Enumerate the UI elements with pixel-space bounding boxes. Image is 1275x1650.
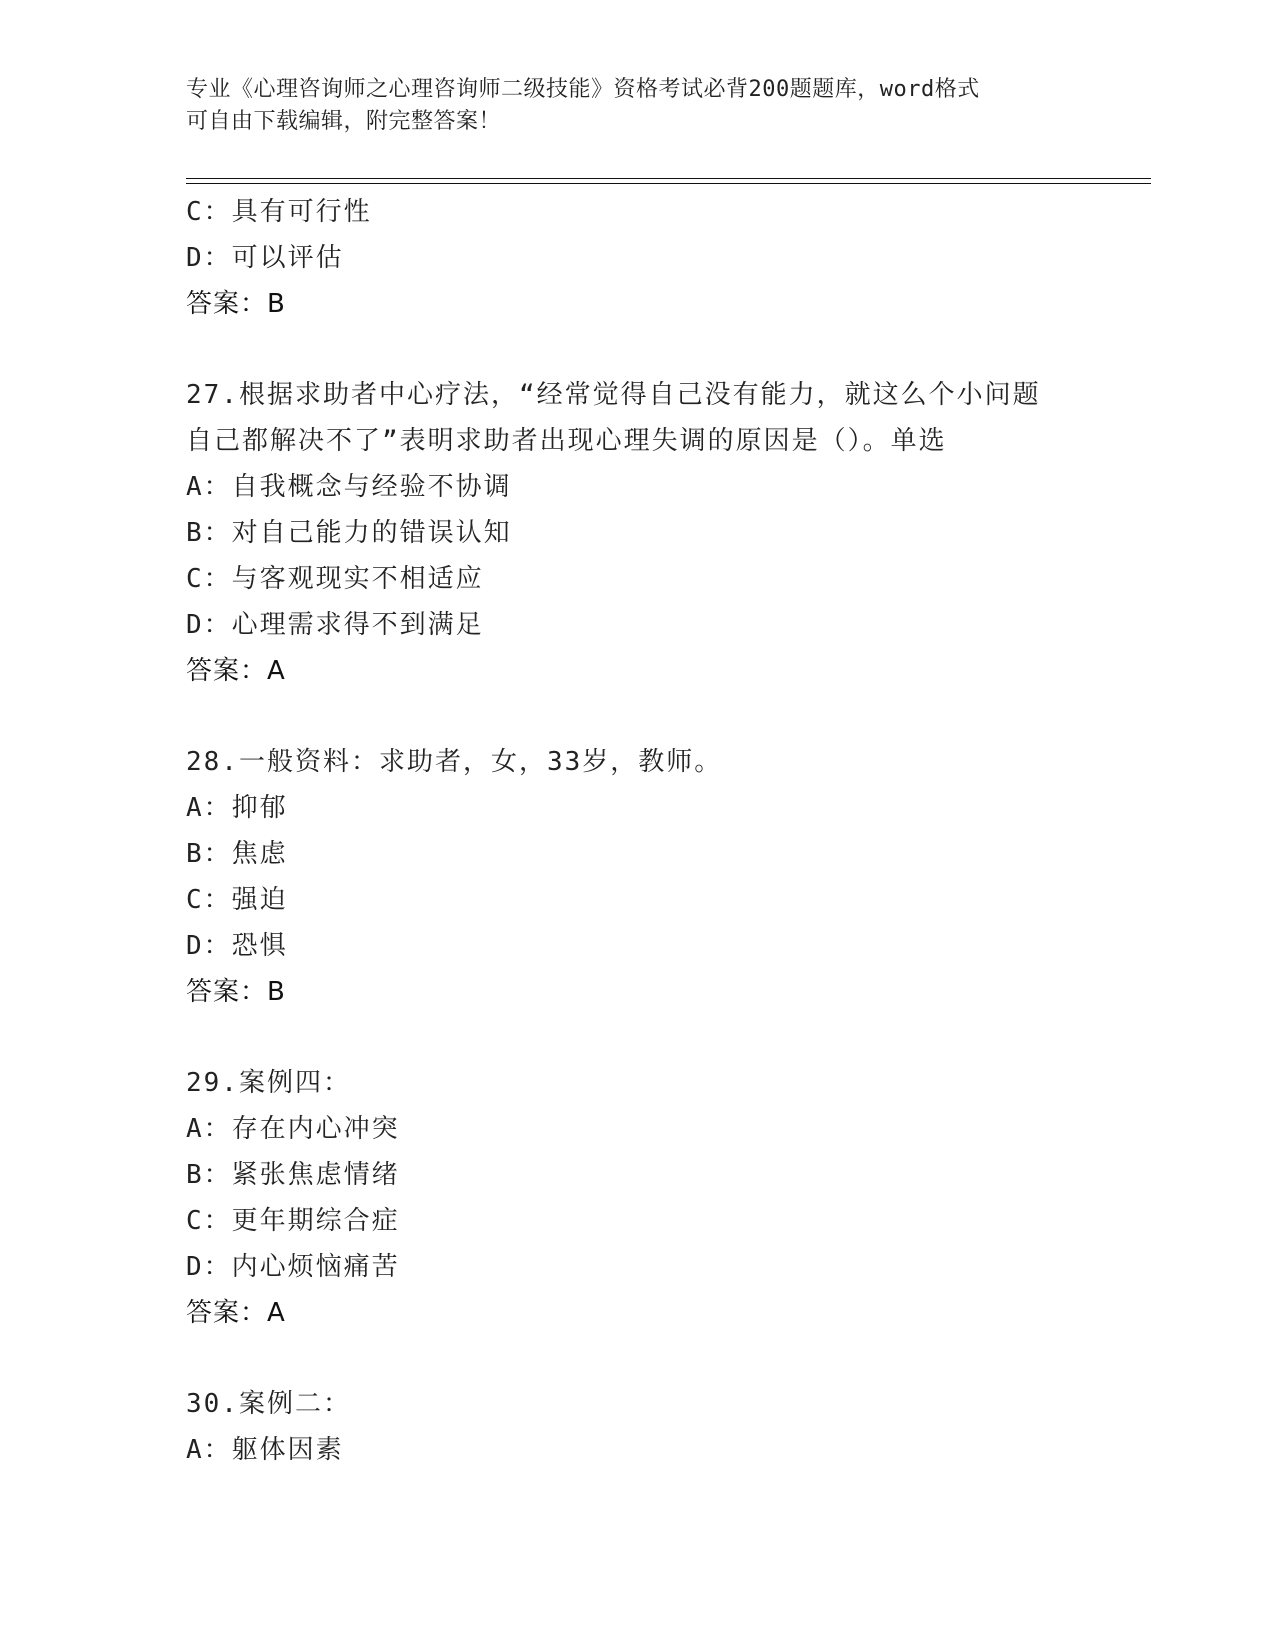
option-b	[186, 1152, 1146, 1198]
header-divider-top	[186, 178, 1151, 179]
option-key: A：	[186, 793, 232, 823]
header-line-2: 可自由下载编辑，附完整答案！	[186, 109, 502, 134]
answer-line: 答案：B	[186, 977, 286, 1007]
option-b	[186, 831, 1146, 877]
question-28	[186, 739, 1146, 1015]
option-a	[186, 1427, 1146, 1473]
option-c	[186, 189, 1146, 235]
header-line-1: 专业《心理咨询师之心理咨询师二级技能》资格考试必背200题题库，word格式	[186, 77, 980, 102]
option-text: 强迫	[231, 885, 288, 915]
option-key: B：	[186, 518, 232, 548]
option-key: D：	[186, 1252, 232, 1282]
option-text: 自我概念与经验不协调	[231, 472, 512, 502]
question-29	[186, 1060, 1146, 1336]
spacer	[186, 694, 1146, 739]
answer-line: 答案：A	[186, 1298, 286, 1328]
option-key: C：	[186, 564, 232, 594]
question-stem-line: 27.根据求助者中心疗法，“经常觉得自己没有能力，就这么个小问题	[186, 380, 1041, 410]
option-text: 可以评估	[231, 243, 344, 273]
question-stem-line: 28.一般资料：求助者，女，33岁，教师。	[186, 747, 723, 777]
option-b	[186, 510, 1146, 556]
spacer	[186, 327, 1146, 372]
spacer	[186, 1336, 1146, 1381]
option-a	[186, 464, 1146, 510]
question-27	[186, 372, 1146, 694]
option-key: B：	[186, 839, 232, 869]
option-text: 焦虑	[231, 839, 288, 869]
option-key: A：	[186, 1435, 232, 1465]
option-text: 内心烦恼痛苦	[231, 1252, 400, 1282]
option-text: 抑郁	[231, 793, 288, 823]
question-list	[186, 189, 1146, 1473]
option-key: D：	[186, 610, 232, 640]
option-key: C：	[186, 197, 232, 227]
option-key: B：	[186, 1160, 232, 1190]
prev-question-block	[186, 189, 1146, 327]
option-a	[186, 785, 1146, 831]
answer-line: 答案：A	[186, 656, 286, 686]
header-divider-bottom	[186, 183, 1151, 184]
option-c	[186, 556, 1146, 602]
option-text: 紧张焦虑情绪	[231, 1160, 400, 1190]
option-text: 更年期综合症	[231, 1206, 400, 1236]
option-key: C：	[186, 885, 232, 915]
question-stem-line: 30.案例二：	[186, 1389, 351, 1419]
option-text: 具有可行性	[231, 197, 372, 227]
option-text: 与客观现实不相适应	[231, 564, 484, 594]
option-c	[186, 1198, 1146, 1244]
spacer	[186, 1015, 1146, 1060]
option-key: D：	[186, 931, 232, 961]
option-text: 对自己能力的错误认知	[231, 518, 512, 548]
option-d	[186, 235, 1146, 281]
question-30	[186, 1381, 1146, 1473]
option-text: 恐惧	[231, 931, 288, 961]
option-key: A：	[186, 472, 232, 502]
option-a	[186, 1106, 1146, 1152]
option-d	[186, 602, 1146, 648]
answer-line: 答案：B	[186, 289, 286, 319]
document-header	[186, 74, 1086, 138]
option-d	[186, 923, 1146, 969]
option-key: C：	[186, 1206, 232, 1236]
option-text: 躯体因素	[231, 1435, 344, 1465]
question-stem-line: 自己都解决不了”表明求助者出现心理失调的原因是（）。单选	[186, 426, 947, 456]
option-text: 心理需求得不到满足	[231, 610, 484, 640]
question-stem-line: 29.案例四：	[186, 1068, 351, 1098]
option-c	[186, 877, 1146, 923]
option-d	[186, 1244, 1146, 1290]
option-key: D：	[186, 243, 232, 273]
option-key: A：	[186, 1114, 232, 1144]
option-text: 存在内心冲突	[231, 1114, 400, 1144]
